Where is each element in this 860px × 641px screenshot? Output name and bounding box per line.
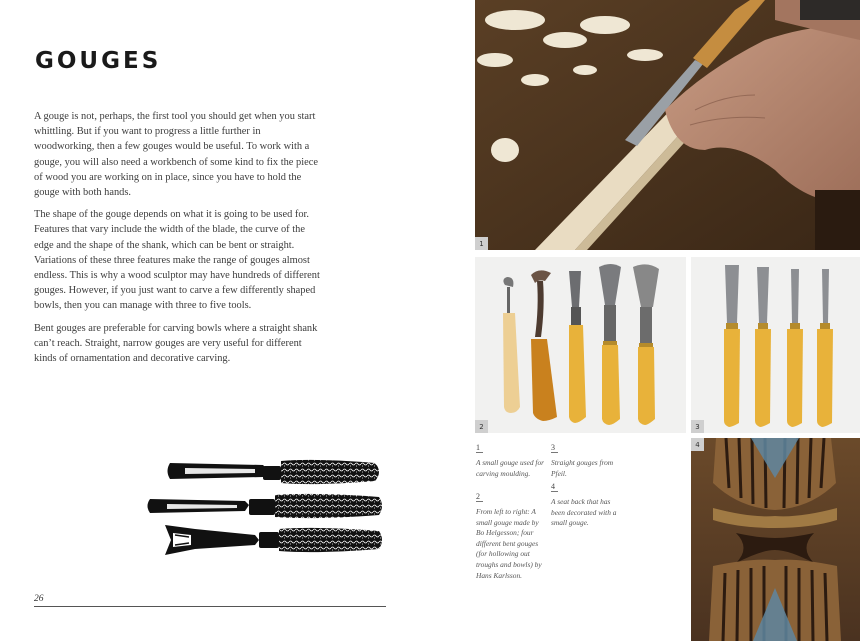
photo-4: [691, 438, 860, 641]
page-title: GOUGES: [35, 48, 162, 74]
caption-2-number: 2: [476, 492, 483, 502]
caption-3-text: Straight gouges from Pfeil.: [551, 458, 614, 478]
captions: [476, 443, 686, 593]
illus-gouge-1: [168, 460, 380, 484]
caption-1-text: A small gouge used for carving moulding.: [476, 458, 545, 478]
body-text: [34, 109, 320, 373]
caption-1: [476, 443, 546, 479]
straight-gouge-1: [724, 265, 740, 427]
page-number: 26: [34, 594, 44, 604]
caption-4-text: A seat back that has been decorated with a small gouge.: [551, 497, 617, 528]
illus-gouge-2: [148, 494, 383, 518]
illus-gouge-3: [165, 525, 382, 555]
caption-3-number: 3: [551, 443, 558, 453]
footer-rule: [34, 606, 386, 607]
paragraph-3: Bent gouges are preferable for carving bowls where a straight shank can’t reach. Straight, narrow gouges are very useful for different kinds of ornamentation and decorative carving.: [34, 322, 318, 365]
caption-3: [551, 443, 621, 479]
caption-2-text: From left to right: A small gouge made by Bo Helgesson; four different bent gouges (for hollowing out troughs and bowls) by Hans Karlsson.: [476, 507, 542, 580]
caption-4-number: 4: [551, 482, 558, 492]
caption-2: [476, 492, 546, 581]
photo-1: [475, 0, 860, 250]
photo-3-badge: 3: [691, 420, 704, 433]
caption-1-number: 1: [476, 443, 483, 453]
photo-1-badge: 1: [475, 237, 488, 250]
photo-3: [691, 257, 860, 433]
gouge-illustration: [145, 455, 390, 565]
paragraph-2: The shape of the gouge depends on what it is going to be used for. Features that vary include the width of the blade, the curve of the edge and the shape of the shank, which can be bent or straight. Variations of these three features make the range of gouges almost endless. This is why a wood sculptor may have hundreds of different gouges. However, if you just want to carve a few differently shaped bowls, then you can manage with three to five tools.: [34, 209, 320, 312]
caption-4: [551, 482, 621, 529]
paragraph-1: A gouge is not, perhaps, the first tool you should get when you start whittling. But if you want to progress a little further in woodworking, then a few gouges would be useful. To work with a gouge, you will also need a workbench of some kind to fix the piece of wood you are working on in place, since you have to hold the gouge with both hands.: [34, 111, 318, 199]
photo-2: [475, 257, 686, 433]
photo-4-badge: 4: [691, 438, 704, 451]
photo-2-badge: 2: [475, 420, 488, 433]
